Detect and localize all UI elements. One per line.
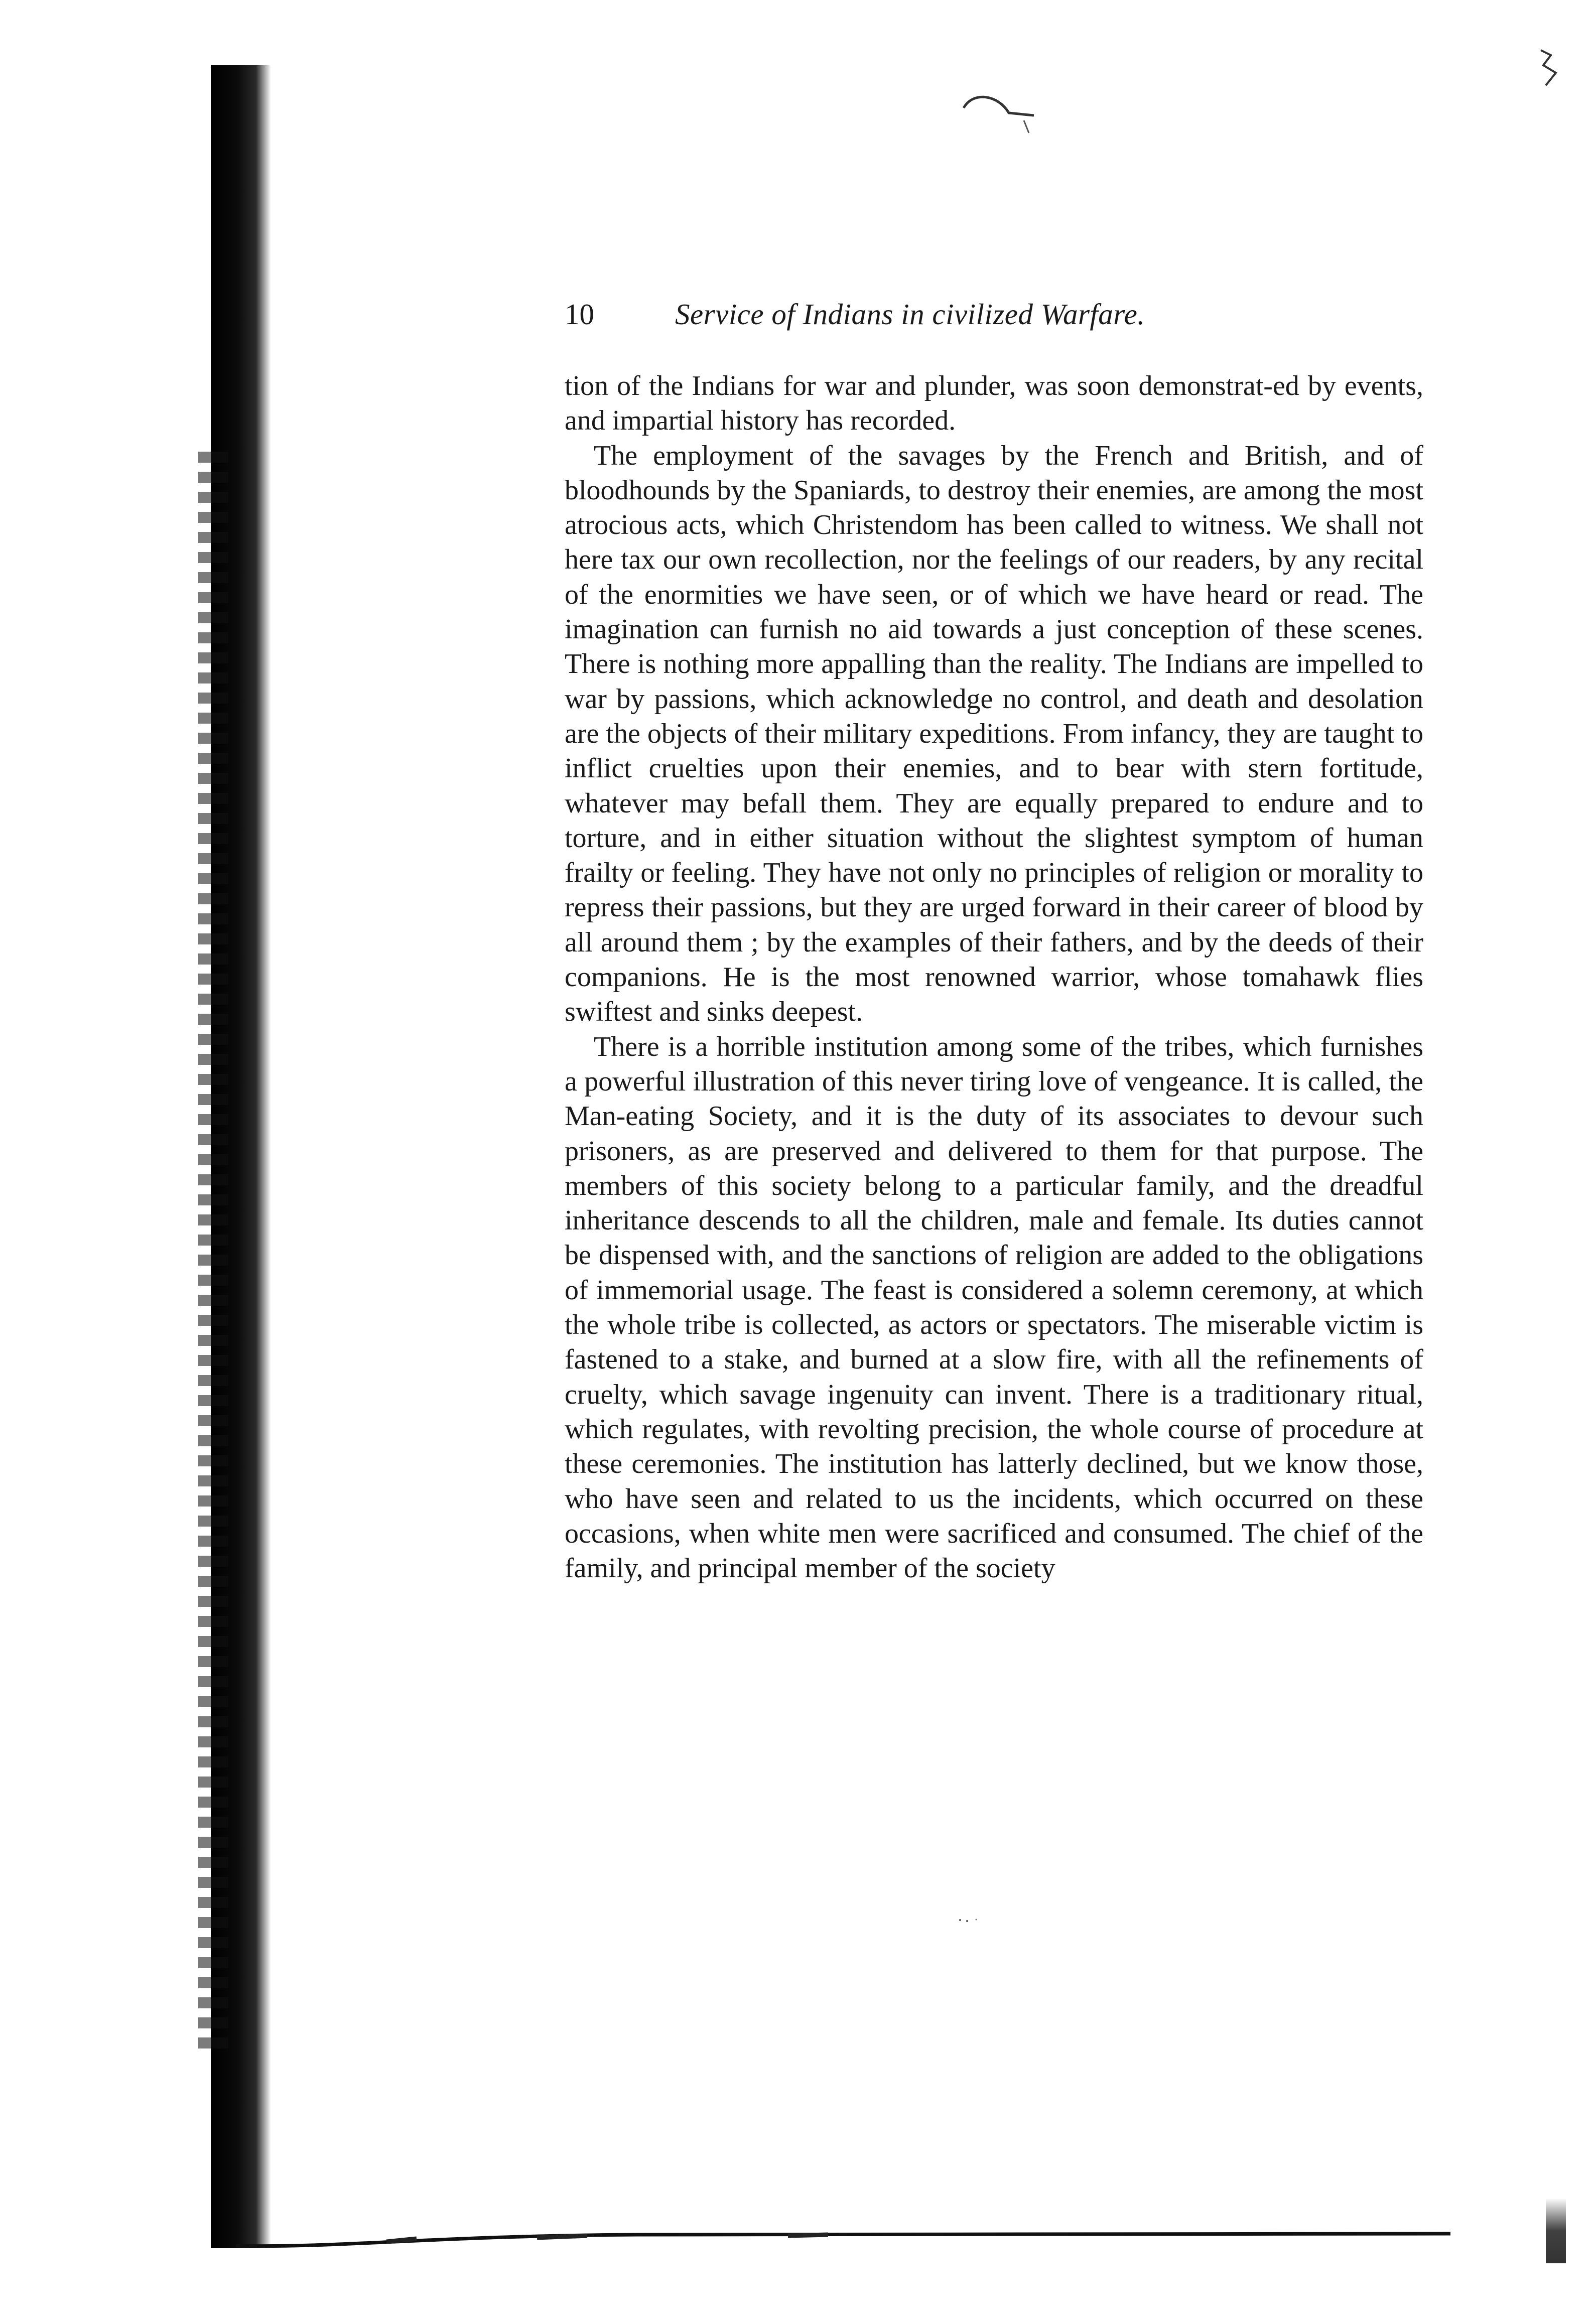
body-text (565, 369, 1423, 1586)
binding-shadow-edge (198, 452, 228, 2058)
corner-ink-smudge (1546, 2198, 1566, 2263)
running-header (565, 294, 1433, 334)
running-title: Service of Indians in civilized Warfare. (675, 298, 1145, 331)
paragraph: The employment of the savages by the French and British, and of bloodhounds by the Spaniards, to destroy their enemies, are among the most atrocious acts, which Christendom has been called to witness. We shall not here tax our own recollection, nor the feelings of our readers, by any recital of the enormities we have seen, or of which we have heard or read. The imagination can furnish no aid towards a just conception of these scenes. There is nothing more appalling than the reality. The Indians are impelled to war by passions, which acknowledge no control, and death and desolation are the objects of their military expeditions. From infancy, they are taught to inflict cruelties upon their enemies, and to bear with stern fortitude, whatever may befall them. They are equally prepared to endure and to torture, and in either situation without the slightest symptom of human frailty or feeling. They have not only no principles of religion or morality to repress their passions, but they are urged forward in their career of blood by all around them ; by the examples of their fathers, and by the deeds of their companions. He is the most renowned warrior, whose tomahawk flies swiftest and sinks deepest. (565, 440, 1423, 1028)
paragraph-continued: tion of the Indians for war and plunder, was soon demonstrat-ed by events, and impartial history has recorded. (565, 370, 1423, 437)
paragraph: There is a horrible institution among some of the tribes, which furnishes a powerful illustration of this never tiring love of vengeance. It is called, the Man-eating Society, and it is the duty of its associates to devour such prisoners, as are preserved and delivered to them for that purpose. The members of this society belong to a particular family, and the dreadful inheritance descends to all the children, male and female. Its duties cannot be dispensed with, and the sanctions of religion are added to the obligations of immemorial usage. The feast is considered a solemn ceremony, at which the whole tribe is collected, as actors or spectators. The miserable victim is fastened to a stake, and burned at a slow fire, with all the refinements of cruelty, which savage ingenuity can invent. There is a traditionary ritual, which regulates, with revolting precision, the whole course of procedure at these ceremonies. The institution has latterly declined, but we know those, who have seen and related to us the incidents, which occurred on these occasions, when white men were sacrificed and consumed. The chief of the family, and principal member of the society (565, 1031, 1423, 1584)
page-number: 10 (565, 298, 594, 331)
page-bottom-edge-shadow (236, 2221, 1450, 2251)
corner-ink-mark (1536, 45, 1566, 100)
stray-ink-dots (956, 1917, 986, 1923)
ink-squiggle-mark (954, 85, 1064, 146)
